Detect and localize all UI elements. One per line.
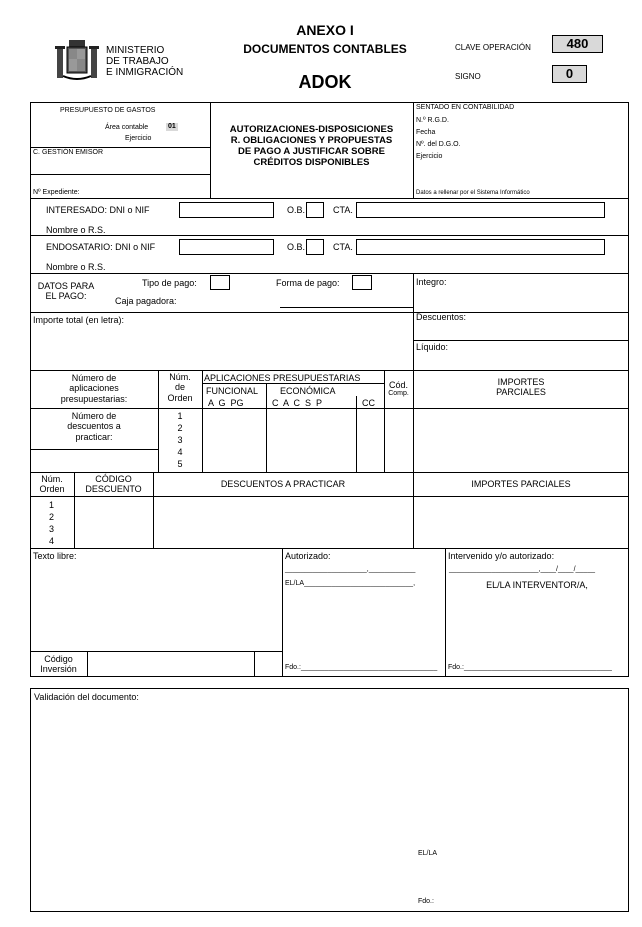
gestion-emisor-label: C. GESTIÓN EMISOR — [33, 149, 104, 156]
fdo-intervenido: Fdo.:______________________________________ — [448, 664, 612, 671]
datos-pago-label — [36, 281, 96, 302]
importes-parciales-label — [413, 377, 629, 398]
presupuesto-gastos-label: PRESUPUESTO DE GASTOS — [60, 107, 156, 114]
intervenido-label: Intervenido y/o autorizado: — [448, 551, 555, 561]
num-orden-label — [158, 372, 202, 403]
cc-label: CC — [362, 398, 375, 408]
fecha-label: Fecha — [416, 129, 436, 136]
desc-num-line-1: Núm. — [41, 474, 63, 484]
codigo-descuento-label — [74, 474, 153, 495]
desc-num-line-2: Orden — [39, 484, 65, 495]
num-desc-line-2: descuentos a — [67, 421, 121, 432]
aplicaciones-title: APLICACIONES PRESUPUESTARIAS — [204, 373, 361, 383]
liquido-label: Líquido: — [416, 342, 449, 352]
interesado-label: INTERESADO: DNI o NIF — [46, 205, 150, 215]
num-descuentos-label — [30, 411, 158, 442]
codigo-inversion-label — [30, 654, 87, 675]
clave-value: 480 — [552, 35, 603, 53]
num-aplicaciones-label — [30, 373, 158, 404]
funcional-label: FUNCIONAL — [206, 386, 259, 396]
importes-line-1: IMPORTES — [497, 377, 545, 387]
expediente-label: Nº Expediente: — [33, 189, 80, 196]
num-apl-line-2: aplicaciones — [69, 383, 119, 394]
endosatario-ob-label: O.B. — [287, 242, 306, 252]
description-line-4: CRÉDITOS DISPONIBLES — [253, 157, 370, 168]
economica-columns: C A C S P — [272, 398, 323, 408]
endosatario-ob-field[interactable] — [306, 239, 324, 255]
signo-value: 0 — [552, 65, 587, 83]
validacion-label: Validación del documento: — [34, 692, 139, 702]
title-docs: DOCUMENTOS CONTABLES — [243, 42, 407, 56]
autorizado-label: Autorizado: — [285, 551, 331, 561]
title-annex: ANEXO I — [296, 22, 354, 38]
desc-num-orden-label — [30, 474, 74, 495]
endosatario-nif-field[interactable] — [179, 239, 274, 255]
forma-pago-field[interactable] — [352, 275, 372, 290]
order-5: 5 — [177, 459, 183, 469]
signo-label: SIGNO — [455, 72, 481, 81]
num-apl-line-3: presupuestarias: — [60, 393, 128, 404]
desc-order-3: 3 — [49, 524, 55, 534]
order-1: 1 — [177, 411, 183, 421]
cod-label: Cód. — [388, 380, 408, 390]
autorizado-ella-line: EL/LA____________________________, — [285, 580, 416, 587]
datos-pago-line-1: DATOS PARA — [37, 281, 95, 291]
area-contable-label: Área contable — [105, 124, 149, 131]
rellenar-note: Datos a rellenar por el Sistema Informático — [416, 190, 530, 196]
funcional-columns: A G PG — [208, 398, 244, 408]
order-2: 2 — [177, 423, 183, 433]
interesado-nombre-label: Nombre o R.S. — [46, 225, 106, 235]
validacion-frame — [30, 688, 629, 912]
aplicacion-order-list — [158, 410, 202, 470]
interesado-cta-field[interactable] — [356, 202, 605, 218]
num-desc-line-3: practicar: — [75, 431, 113, 442]
descuento-order-list — [49, 499, 54, 547]
num-orden-line-3: Orden — [167, 392, 193, 403]
autorizado-date-line: _____________________,____________ — [285, 566, 416, 573]
num-orden-line-2: de — [174, 382, 185, 393]
integro-label: Integro: — [416, 277, 447, 287]
importe-letra-label: Importe total (en letra): — [33, 315, 125, 325]
interventor-label: EL/LA INTERVENTOR/A, — [486, 580, 588, 590]
tipo-pago-label: Tipo de pago: — [142, 278, 197, 288]
area-contable-value: 01 — [168, 123, 176, 130]
tipo-pago-field[interactable] — [210, 275, 230, 290]
description-line-1: AUTORIZACIONES-DISPOSICIONES — [229, 124, 394, 135]
ministry-line-2: DE TRABAJO — [106, 56, 169, 67]
clave-label: CLAVE OPERACIÓN — [455, 43, 531, 52]
importes-line-2: PARCIALES — [496, 387, 546, 398]
codigo-inv-line-1: Código — [44, 654, 73, 664]
dgo-label: Nº. del D.G.O. — [416, 141, 461, 148]
interesado-nif-field[interactable] — [179, 202, 274, 218]
fdo-autorizado: Fdo.:___________________________________ — [285, 664, 438, 671]
codigo-inv-line-2: Inversión — [40, 664, 77, 675]
forma-pago-label: Forma de pago: — [276, 278, 340, 288]
endosatario-label: ENDOSATARIO: DNI o NIF — [46, 242, 156, 252]
ministry-line-1: MINISTERIO — [106, 45, 165, 56]
title-code: ADOK — [298, 72, 352, 92]
interesado-ob-field[interactable] — [306, 202, 324, 218]
num-orden-line-1: Núm. — [169, 372, 191, 382]
description-line-2: R. OBLIGACIONES Y PROPUESTAS — [230, 135, 393, 146]
texto-libre-label: Texto libre: — [33, 551, 77, 561]
endosatario-cta-label: CTA. — [333, 242, 353, 252]
intervenido-date-line: _______________________,____/____/_____ — [449, 566, 595, 573]
ejercicio-label: Ejercicio — [125, 135, 152, 142]
cod-comp-label — [384, 380, 413, 398]
ministry-name — [106, 45, 183, 78]
interesado-cta-label: CTA. — [333, 205, 353, 215]
desc-importes-parciales-label: IMPORTES PARCIALES — [471, 479, 571, 489]
description-line-3: DE PAGO A JUSTIFICAR SOBRE — [238, 146, 385, 157]
rgd-label: N.º R.G.D. — [416, 117, 449, 124]
order-3: 3 — [177, 435, 183, 445]
desc-order-2: 2 — [49, 512, 55, 522]
economica-label: ECONÓMICA — [280, 386, 336, 396]
ejercicio2-label: Ejercicio — [416, 153, 443, 160]
datos-pago-line-2: EL PAGO: — [45, 291, 87, 302]
num-apl-line-1: Número de — [71, 373, 117, 383]
codigo-line-2: DESCUENTO — [85, 484, 142, 495]
sentado-label: SENTADO EN CONTABILIDAD — [416, 104, 515, 111]
interesado-ob-label: O.B. — [287, 205, 306, 215]
order-4: 4 — [177, 447, 183, 457]
ministry-coat-of-arms — [55, 38, 99, 82]
ministry-line-3: E INMIGRACIÓN — [106, 67, 184, 78]
document-description — [210, 124, 413, 168]
caja-pagadora-label: Caja pagadora: — [115, 296, 177, 306]
num-desc-line-1: Número de — [71, 411, 117, 421]
desc-order-4: 4 — [49, 536, 55, 546]
endosatario-nombre-label: Nombre o R.S. — [46, 262, 106, 272]
endosatario-cta-field[interactable] — [356, 239, 605, 255]
codigo-line-1: CÓDIGO — [95, 474, 132, 484]
comp-label: Comp. — [388, 390, 409, 398]
validacion-ella: EL/LA — [418, 850, 438, 857]
desc-order-1: 1 — [49, 500, 55, 510]
validacion-fdo: Fdo.: — [418, 898, 434, 905]
descuentos-label: Descuentos: — [416, 312, 467, 322]
descuentos-practicar-title: DESCUENTOS A PRACTICAR — [220, 479, 346, 489]
